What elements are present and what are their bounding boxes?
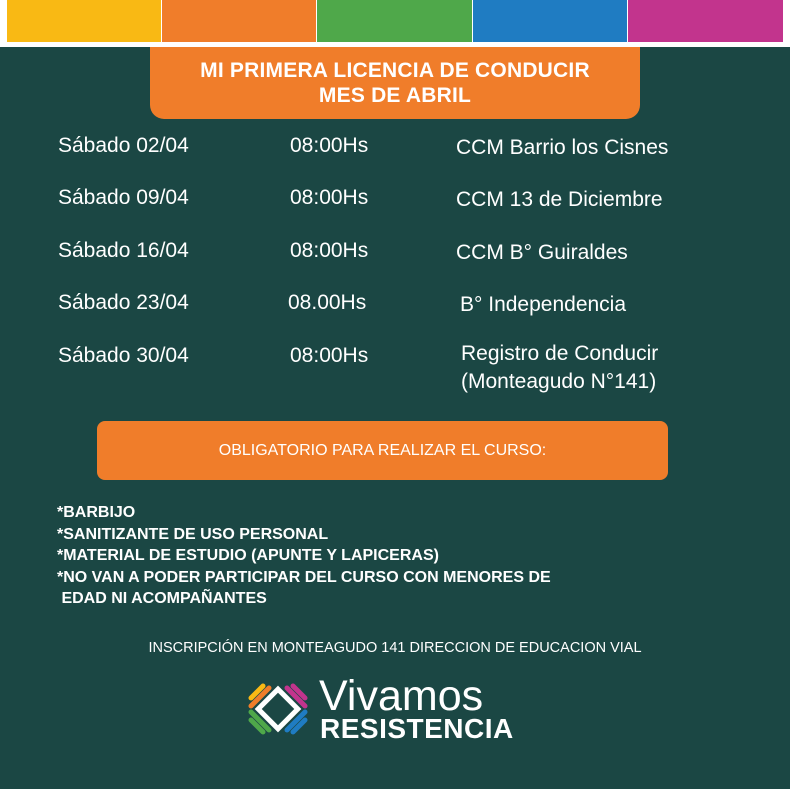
top-color-bar [0, 0, 790, 47]
schedule-date: Sábado 02/04 [58, 134, 189, 157]
schedule-place: CCM B° Guiraldes [456, 241, 628, 264]
title-banner [150, 47, 640, 119]
schedule-time: 08:00Hs [290, 134, 369, 157]
schedule-date: Sábado 09/04 [58, 186, 189, 209]
schedule-date: Sábado 16/04 [58, 239, 189, 262]
requirement-item: EDAD NI ACOMPAÑANTES [57, 590, 267, 607]
requirement-item: *BARBIJO [57, 504, 136, 521]
logo-word-resistencia: RESISTENCIA [320, 713, 514, 744]
schedule-place: B° Independencia [460, 293, 627, 316]
schedule-date: Sábado 30/04 [58, 344, 189, 367]
requirement-item: *MATERIAL DE ESTUDIO (APUNTE Y LAPICERAS) [57, 547, 439, 564]
stripe-magenta [628, 0, 783, 42]
schedule-place: CCM 13 de Diciembre [456, 188, 663, 211]
schedule-date: Sábado 23/04 [58, 291, 189, 314]
requirements-title: OBLIGATORIO PARA REALIZAR EL CURSO: [218, 441, 547, 459]
inscription-note: INSCRIPCIÓN EN MONTEAGUDO 141 DIRECCION DE EDUCACION VIAL [148, 640, 642, 656]
requirement-item: *NO VAN A PODER PARTICIPAR DEL CURSO CON MENORES DE [57, 568, 551, 586]
title-line-2: MES DE ABRIL [318, 84, 472, 107]
stripe-orange [162, 0, 316, 42]
requirement-item: *SANITIZANTE DE USO PERSONAL [57, 525, 329, 543]
schedule-time: 08:00Hs [290, 239, 369, 262]
schedule-place [461, 340, 658, 396]
schedule-time: 08:00Hs [290, 186, 369, 209]
stripe-yellow [7, 0, 161, 42]
schedule-place-line-1: Registro de Conducir [461, 342, 659, 365]
schedule-place: CCM Barrio los Cisnes [456, 136, 669, 159]
stripe-blue [473, 0, 627, 42]
woven-square-logo-icon [247, 678, 309, 740]
vivamos-resistencia-logo [247, 674, 547, 748]
requirements-list [57, 502, 551, 610]
requirements-banner [97, 421, 668, 480]
logo-word-vivamos: Vivamos [319, 672, 484, 720]
title-line-1: MI PRIMERA LICENCIA DE CONDUCIR [200, 59, 590, 82]
schedule-time: 08.00Hs [288, 291, 367, 314]
stripe-green [317, 0, 472, 42]
schedule-place-line-2: (Monteagudo N°141) [461, 370, 657, 393]
schedule-time: 08:00Hs [290, 344, 369, 367]
